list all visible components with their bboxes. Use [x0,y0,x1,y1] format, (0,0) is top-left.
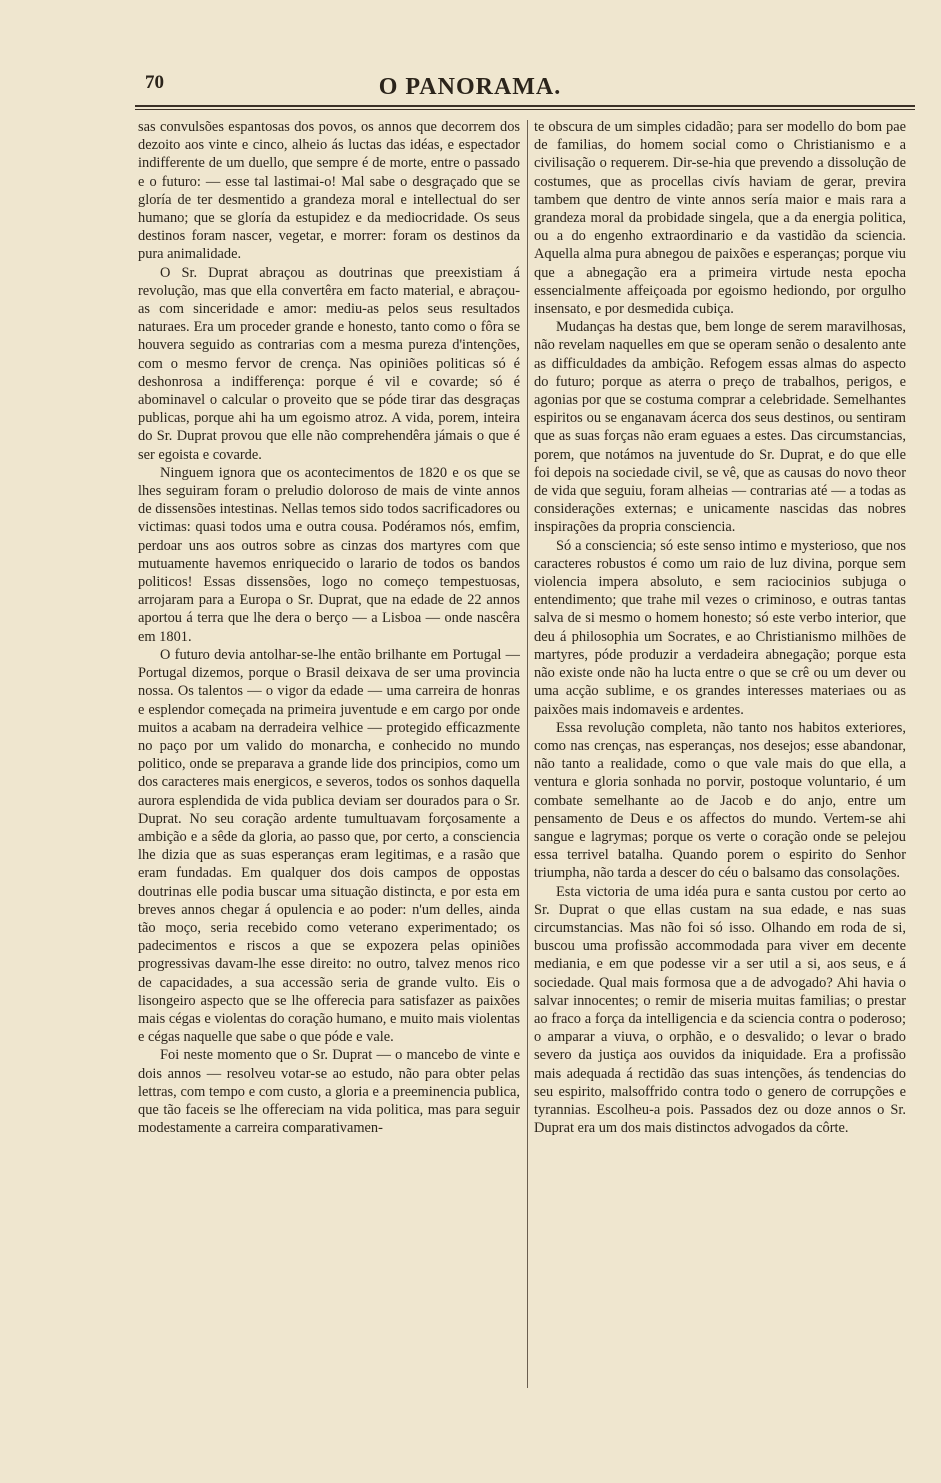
left-column [138,118,520,1388]
paragraph: O futuro devia antolhar-se-lhe então brilhante em Portugal — Portugal dizemos, porque o Brasil deixava de ser uma provincia nossa. Os talentos — o vigor da edade — uma carreira de honras e esplendor começada na primeira juventude e em cargo por onde muitos a acabam na derradeira velhice — protegido efficazmente no paço por um valido do monarcha, e conhecido no mundo politico, onde se preparava a grande lide dos principios, como um dos caracteres mais energicos, e severos, todos os sonhos daquella aurora esplendida de vida publica deviam ser dourados para o Sr. Duprat. No seu coração ardente tumultuavam forçosamente a ambição e a sêde da gloria, ao passo que, por certo, a consciencia lhe dizia que as suas esperanças eram legitimas, e a rasão que eram fundadas. Em qualquer dos dois campos de oppostas doutrinas elle podia buscar uma situação distincta, e por esta em breves annos chegar á opulencia e ao poder: n'um delles, ainda tão moço, seria recebido como veterano experimentado; os padecimentos e riscos a que se expozera pelas opiniões progressivas davam-lhe esse direito: no outro, talvez menos rico de capacidades, a sua accessão seria de grande vulto. Eis o lisongeiro aspecto que se lhe offerecia para satisfazer as paixões mais cégas e violentas do coração humano, e muito mais violentas e cégas naquelle que sabe o que póde e vale. [138,646,520,1046]
column-divider [527,120,528,1388]
right-column [534,118,906,1388]
paragraph: O Sr. Duprat abraçou as doutrinas que preexistiam á revolução, mas que ella convertêra em facto material, e abraçou-as com sinceridade e amor: mediu-as pelos seus resultados naturaes. Era um proceder grande e honesto, tanto como o fôra se houvera seguido as contrarias com a mesma pureza d'intenções, com o mesmo fervor de crença. Nas opiniões politicas só é deshonrosa a indifferença: porque é vil e covarde; só é abominavel o calcular o proveito que se póde tirar das desgraças publicas, porque ahi ha um egoismo atroz. A vida, porem, inteira do Sr. Duprat provou que elle não comprehendêra jámais o que é ser egoista e covarde. [138,264,520,463]
paragraph: sas convulsões espantosas dos povos, os annos que decorrem dos dezoito aos vinte e cinco, alheio ás luctas das idéas, e espectador indifferente de um duello, que sempre é de morte, entre o passado e o futuro: — esse tal lastimai-o! Mal sabe o desgraçado que se gloría de ter desmentido a grandeza moral e intellectual do ser humano; que se gloría da estupidez e da mediocridade. Os seus destinos foram nascer, vegetar, e morrer: foram os destinos da pura animalidade. [138,119,520,263]
header-rule [135,105,915,107]
paragraph: Ninguem ignora que os acontecimentos de 1820 e os que se lhes seguiram foram o preludio doloroso de mais de vinte annos de dissensões intestinas. Nellas temos sido todos sacrificadores ou victimas: quasi todos uma e outra cousa. Podéramos nós, emfim, perdoar uns aos outros sobre as cinzas dos martyres com que mutuamente havemos enriquecido o larario de todos os bandos politicos! Essas dissensões, logo no começo tempestuosas, arrojaram para a Europa o Sr. Duprat, que na edade de 22 annos aportou á terra que lhe dera o berço — a Lisboa — onde nascêra em 1801. [138,464,520,645]
paragraph: Foi neste momento que o Sr. Duprat — o mancebo de vinte e dois annos — resolveu votar-se ao estudo, não para obter pelas lettras, com tempo e com custo, a gloria e a preeminencia publica, que tão faceis se lhe offereciam na vida politica, mas para seguir modestamente a carreira comparativamen- [138,1047,520,1137]
paragraph: Só a consciencia; só este senso intimo e mysterioso, que nos caracteres robustos é como um raio de luz divina, porque sem violencia impera absoluto, e sem raciocinios subjuga o entendimento; que trahe mil vezes o criminoso, e outras tantas salva de si mesmo o homem honesto; só este verbo interior, que deu á philosophia um Socrates, e ao Christianismo milhões de martyres, póde produzir a verdadeira abnegação; porque esta não existe onde não ha lucta entre o que se crê ou um dever ou uma acção sublime, e os grandes interesses materiaes ou as paixões mais indomaveis e ardentes. [534,537,906,718]
paragraph: Mudanças ha destas que, bem longe de serem maravilhosas, não revelam naquelles em que se operam senão o desalento ante as difficuldades da ambição. Refogem essas almas do aspecto do futuro; porque as aterra o preço de trabalhos, perigos, e agonias por que se costuma comprar a celebridade. Semelhantes espiritos ou se enganavam ácerca dos seus destinos, ou sentiram que as suas forças não eram eguaes a estes. Das circumstancias, porem, que notámos na juventude do Sr. Duprat, e do que elle foi depois na sociedade civil, se vê, que as causas do novo theor de vida que seguiu, foram alheias — contrarias até — a todas as considerações externas; e unicamente nascidas das nobres inspirações da propria consciencia. [534,319,906,536]
paragraph: Esta victoria de uma idéa pura e santa custou por certo ao Sr. Duprat o que ellas custam na sua edade, e nas suas circumstancias. Mas não foi só isso. Olhando em roda de si, buscou uma profissão accommodada para viver em decente mediania, e em que podesse vir a ser util a si, aos seus, e á sociedade. Qual mais formosa que a de advogado? Ahi havia o salvar innocentes; o remir de miseria muitas familias; o prestar ao fraco a força da intelligencia e da sciencia contra o poderoso; o amparar a viuva, o orphão, e o desvalido; o levar o brado severo da justiça aos ouvidos da iniquidade. Era a profissão mais adequada á rectidão das suas intenções, ás tendencias do seu espirito, malsoffrido contra todo o genero de corrupções e tyrannias. Escolheu-a pois. Passados dez ou doze annos o Sr. Duprat era um dos mais distinctos advogados da côrte. [534,883,906,1137]
header-rule-thin [135,109,915,110]
page-number: 70 [145,72,164,93]
paragraph: Essa revolução completa, não tanto nos habitos exteriores, como nas crenças, nas esperanças, nos desejos; esse abandonar, não tanto a realidade, como o que vale mais do que ella, a ventura e gloria sonhada no porvir, postoque voluntario, é um combate semelhante ao de Jacob e do anjo, entre um pensamento de Deus e os affectos do mundo. Vertem-se ahi sangue e lagrymas; porque os verte o coração onde se pelejou essa terrivel batalha. Quando porem o espirito do Senhor triumpha, não tarda a descer do céu o balsamo das consolações. [534,719,906,882]
running-title: O PANORAMA. [378,74,562,100]
paragraph: te obscura de um simples cidadão; para ser modello do bom pae de familias, do homem social como o Christianismo e a civilisação o requerem. Dir-se-hia que prevendo a dissolução de costumes, que as procellas civís haviam de gerar, previra tambem que dentro de vinte annos sería maior e mais rara a grandeza moral da probidade singela, que a da energia politica, ou a do engenho extraordinario e da vastidão da sciencia. Aquella alma pura abnegou de paixões e esperanças; porque viu que a abnegação era a primeira virtude nesta epocha essencialmente affeiçoada por egoismo hediondo, por orgulho insensato, e por desmedida cubiça. [534,119,906,318]
